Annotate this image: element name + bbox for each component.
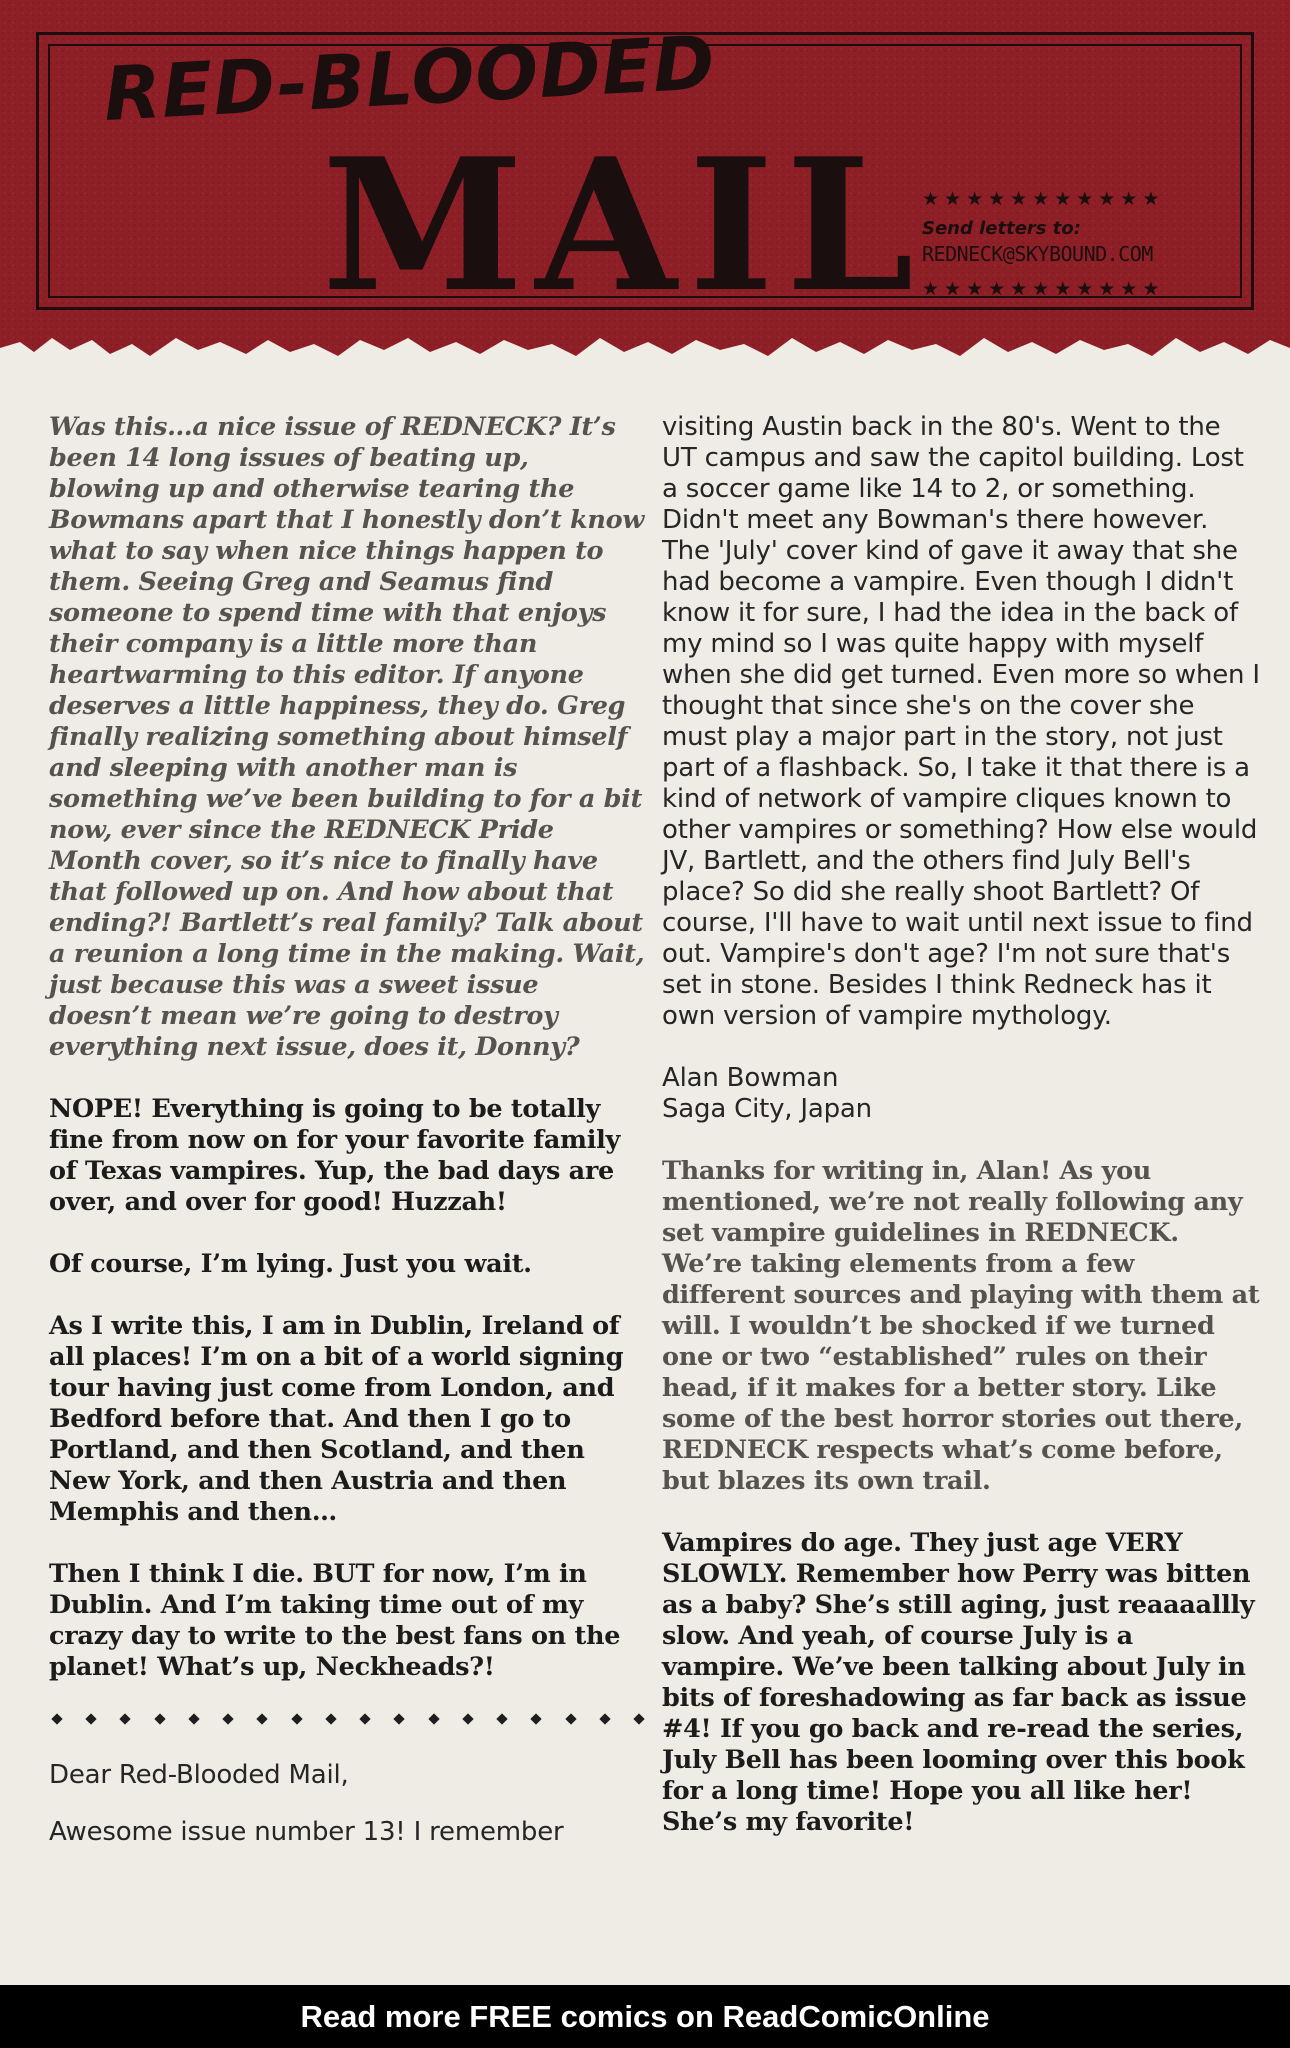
- star-row-bottom: ★★★★★★★★★★★: [922, 278, 1165, 300]
- send-letters-email: REDNECK@SKYBOUND.COM: [922, 242, 1153, 266]
- letter-signature-name: Alan Bowman: [662, 1063, 839, 1093]
- send-letters-label: Send letters to:: [922, 218, 1081, 239]
- editor-reply-paragraph: NOPE! Everything is going to be totally fine from now on for your favorite family of Texas vampires. Yup, the bad days are over, and over for good! Huzzah!: [49, 1094, 621, 1217]
- star-row-top: ★★★★★★★★★★★: [922, 188, 1165, 210]
- letter-text-start: Awesome issue number 13! I remember: [49, 1817, 564, 1847]
- letter-text-continued: visiting Austin back in the 80's. Went to the UT campus and saw the capitol building. Lost a soccer game like 14 to 2, or something. Didn't meet any Bowman's there however. The 'July' cover kind of gave it away that she had become a vampire. Even though I didn't know it for sure, I had the idea in the back of my mind so I was quite happy with myself when she did get turned. Even more so when I thought that since she's on the cover she must play a major part in the story, not just part of a flashback. So, I take it that there is a kind of network of vampire cliques known to other vampires or something? How else would JV, Bartlett, and the others find July Bell's place? So did she really shoot Bartlett? Of course, I'll have to wait until next issue to find out. Vampire's don't age? I'm not sure that's set in stone. Besides I think Redneck has it own version of vampire mythology.: [662, 412, 1260, 1031]
- right-column: [662, 412, 1260, 1838]
- editor-reply-paragraph: As I write this, I am in Dublin, Ireland of all places! I’m on a bit of a world signing tour having just come from London, and Bedford before that. And then I go to Portland, and then Scotland, and then New York, and then Austria and then Memphis and then…: [49, 1311, 624, 1527]
- editor-response-paragraph: Thanks for writing in, Alan! As you mentioned, we’re not really following any set vampire guidelines in REDNECK. We’re taking elements from a few different sources and playing with them at will. I wouldn’t be shocked if we turned one or two “established” rules on their head, if it makes for a better story. Like some of the best horror stories out there, REDNECK respects what’s come before, but blazes its own trail.: [662, 1156, 1260, 1496]
- masthead-banner: [0, 0, 1290, 370]
- letter-salutation: Dear Red-Blooded Mail,: [49, 1760, 349, 1790]
- editor-response-paragraph: Vampires do age. They just age VERY SLOWLY. Remember how Perry was bitten as a baby? She’s still aging, just reaaaallly slow. And yeah, of course July is a vampire. We’ve been talking about July in bits of foreshadowing as far back as issue #4! If you go back and re-read the series, July Bell has been looming over this book for a long time! Hope you all like her! She’s my favorite!: [662, 1528, 1255, 1837]
- footer-banner[interactable]: [0, 1985, 1290, 2048]
- left-column: [49, 412, 647, 1848]
- letter-signature-place: Saga City, Japan: [662, 1094, 872, 1124]
- editor-reply-paragraph: Of course, I’m lying. Just you wait.: [49, 1249, 532, 1279]
- diamond-divider: [49, 1703, 647, 1734]
- editor-reply-paragraph: Then I think I die. BUT for now, I’m in Dublin. And I’m taking time out of my crazy day to write to the best fans on the planet! What’s up, Neckheads?!: [49, 1559, 621, 1682]
- footer-link-text[interactable]: Read more FREE comics on ReadComicOnline: [300, 1999, 990, 2034]
- masthead-title-top: RED-BLOODED: [101, 20, 718, 138]
- editor-intro-text: Was this…a nice issue of REDNECK? It’s been 14 long issues of beating up, blowing up and otherwise tearing the Bowmans apart that I honestly don’t know what to say when nice things happen to them. Seeing Greg and Seamus find someone to spend time with that enjoys their company is a little more than heartwarming to this editor. If anyone deserves a little happiness, they do. Greg finally realizing something about himself and sleeping with another man is something we’ve been building to for a bit now, ever since the REDNECK Pride Month cover, so it’s nice to finally have that followed up on. And how about that ending?! Bartlett’s real family? Talk about a reunion a long time in the making. Wait, just because this was a sweet issue doesn’t mean we’re going to destroy everything next issue, does it, Donny?: [49, 412, 645, 1062]
- masthead-title-main: MAIL: [322, 118, 926, 332]
- ragged-edge: [0, 326, 1290, 370]
